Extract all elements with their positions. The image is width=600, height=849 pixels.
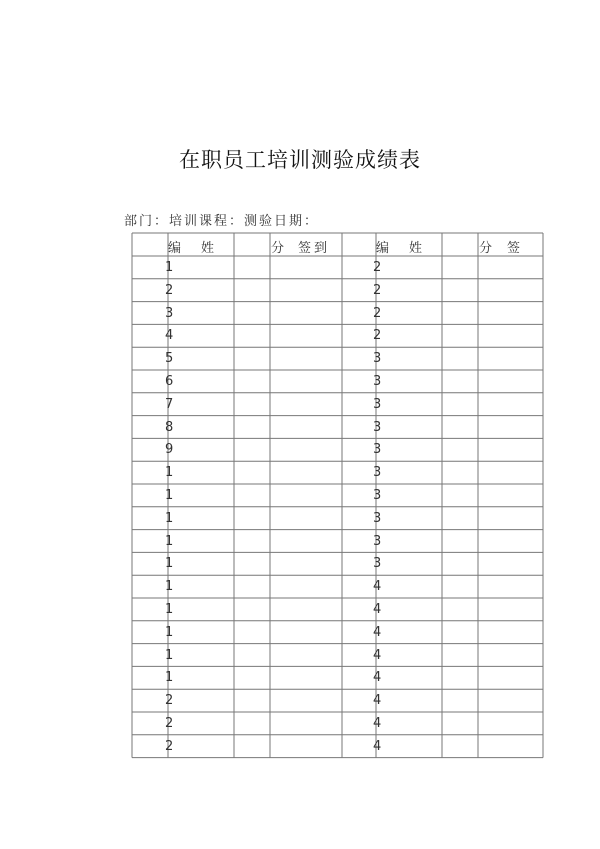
left-row-number: 7: [165, 396, 174, 412]
right-row-number: 2: [373, 260, 382, 275]
left-row-number: 1: [165, 624, 174, 640]
right-row-number: 3: [373, 442, 382, 458]
header-right-sign: 签: [507, 241, 521, 256]
left-row-number: 2: [165, 716, 174, 731]
header-left-score: 分: [271, 241, 285, 256]
left-row-number: 1: [165, 533, 174, 549]
left-row-number: 2: [165, 282, 174, 298]
right-row-number: 4: [373, 624, 382, 640]
left-row-number: 1: [165, 579, 174, 595]
right-row-number: 4: [373, 716, 382, 731]
header-left-name: 姓: [201, 241, 215, 256]
right-row-number: 2: [373, 282, 382, 298]
left-row-number: 1: [165, 670, 174, 686]
left-row-number: 5: [165, 351, 174, 367]
right-row-number: 4: [373, 647, 382, 663]
right-row-number: 2: [373, 328, 382, 344]
header-left-num: 编: [168, 241, 182, 256]
right-row-number: 3: [373, 556, 382, 572]
left-row-number: 3: [165, 305, 174, 321]
left-row-number: 6: [165, 374, 174, 389]
right-row-number: 3: [373, 396, 382, 412]
right-row-number: 3: [373, 465, 382, 481]
left-row-number: 8: [165, 419, 174, 435]
meta-line: 部门：培训课程：测验日期：: [124, 214, 320, 229]
header-right-name: 姓: [409, 241, 423, 256]
right-row-number: 3: [373, 374, 382, 389]
right-row-number: 4: [373, 670, 382, 686]
left-row-number: 1: [165, 510, 174, 526]
header-right-num: 编: [376, 241, 390, 256]
right-row-number: 4: [373, 693, 382, 709]
right-row-number: 3: [373, 533, 382, 549]
right-row-number: 4: [373, 738, 382, 754]
left-row-number: 1: [165, 556, 174, 572]
left-row-number: 1: [165, 260, 174, 275]
left-row-number: 1: [165, 647, 174, 663]
right-row-number: 3: [373, 351, 382, 367]
header-right-score: 分: [479, 241, 493, 256]
page-title: 在职员工培训测验成绩表: [179, 148, 421, 172]
left-row-number: 4: [165, 328, 174, 344]
left-row-number: 1: [165, 488, 174, 503]
left-row-number: 2: [165, 738, 174, 754]
left-row-number: 1: [165, 602, 174, 617]
right-row-number: 3: [373, 419, 382, 435]
left-row-number: 9: [165, 442, 174, 458]
right-row-number: 3: [373, 488, 382, 503]
left-row-number: 1: [165, 465, 174, 481]
right-row-number: 4: [373, 579, 382, 595]
left-row-number: 2: [165, 693, 174, 709]
right-row-number: 2: [373, 305, 382, 321]
right-row-number: 4: [373, 602, 382, 617]
right-row-number: 3: [373, 510, 382, 526]
header-left-sign: 签到: [298, 241, 331, 256]
